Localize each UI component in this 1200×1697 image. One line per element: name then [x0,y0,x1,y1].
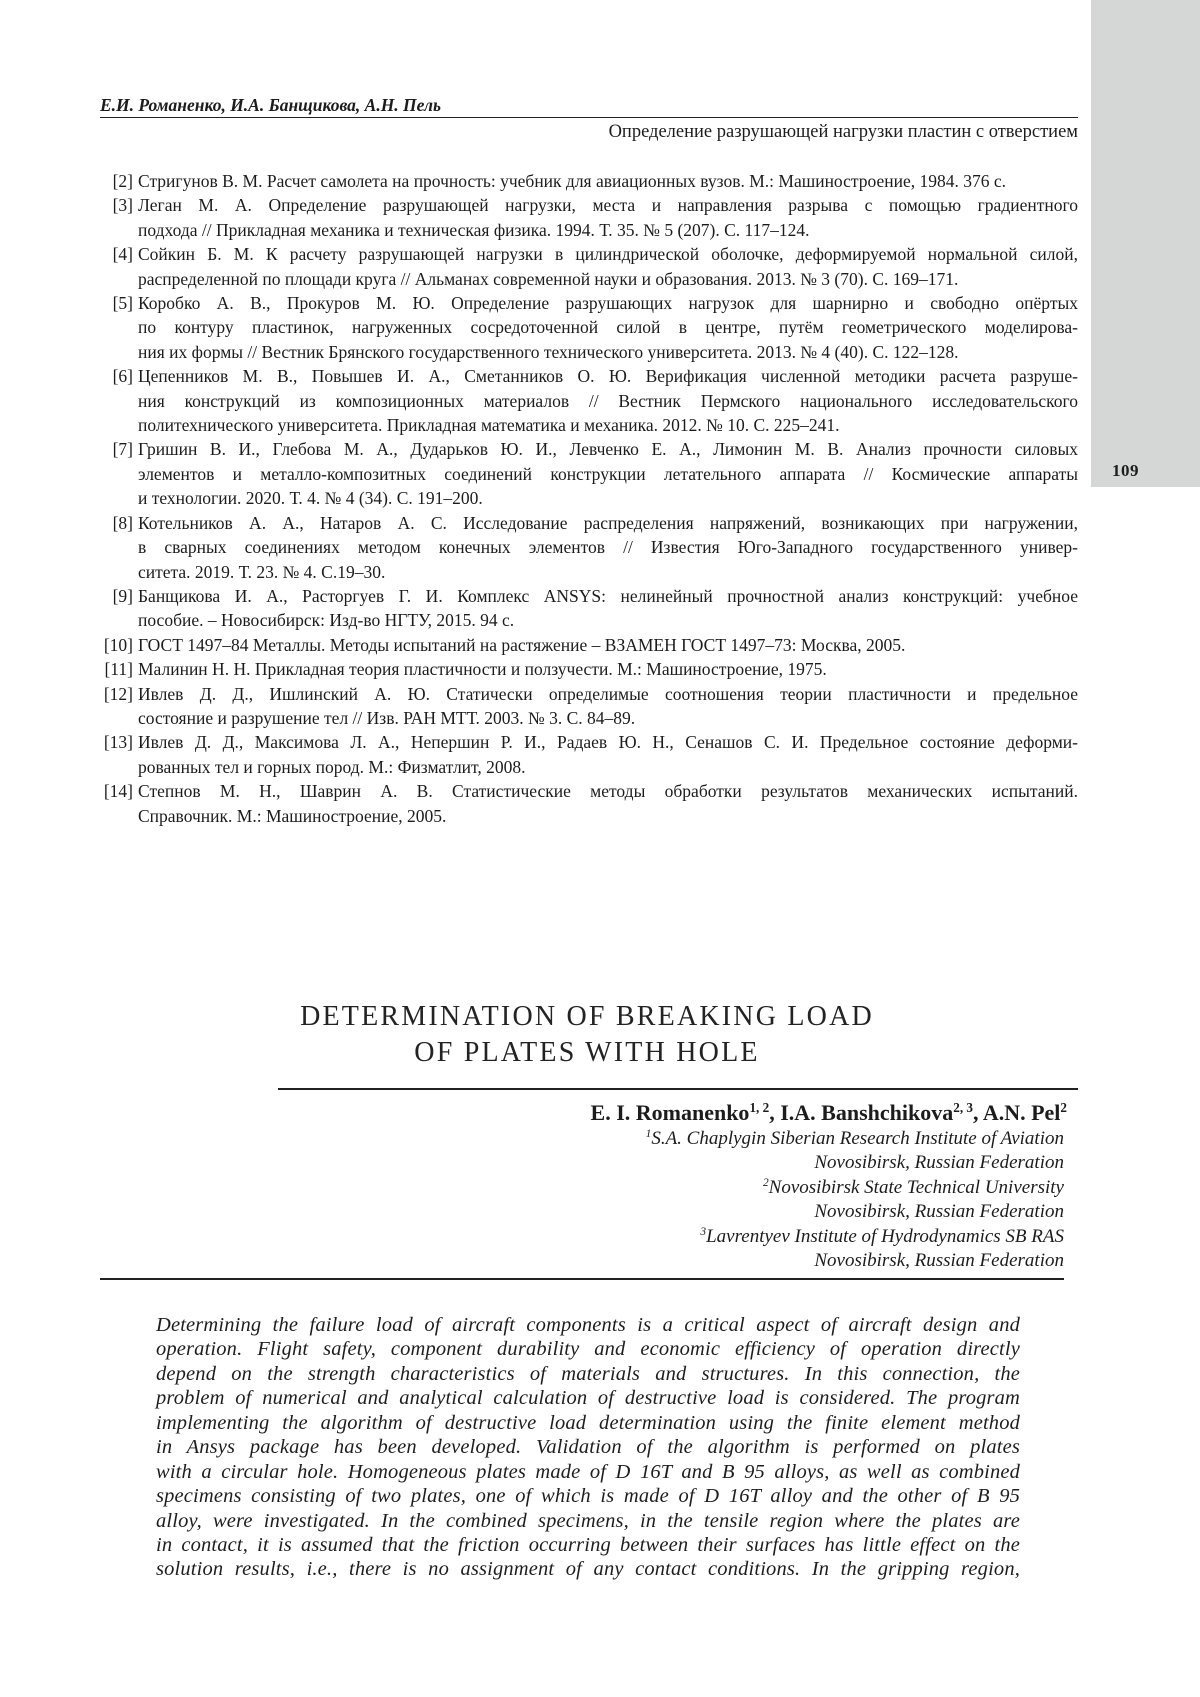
reference-number: [14] [103,781,133,802]
author-affiliation-mark: 1, 2 [749,1100,770,1116]
reference-item [100,169,1078,193]
abstract-line [156,1411,1020,1435]
english-title-line: DETERMINATION OF BREAKING LOAD [300,1001,874,1032]
reference-item [100,193,1078,242]
reference-line-text: ния конструкций из композиционных материалов // Вестник Пермского национального исследовательского [138,390,1078,411]
reference-line [138,804,1078,828]
reference-line [138,535,1078,559]
reference-line [138,560,1078,584]
reference-line-text: Леган М. А. Определение разрушающей нагрузки, места и направления разрыва с помощью градиентного [138,195,1078,216]
reference-line [138,242,1078,266]
affiliation-city-line [304,1249,1064,1273]
reference-line [138,511,1078,535]
abstract-line [156,1484,1020,1508]
reference-line [138,389,1078,413]
reference-line-text: Банщикова И. А., Расторгуев Г. И. Комплекс ANSYS: нелинейный прочностной анализ конструкций: учебное [138,585,1078,606]
reference-line-text: Гришин В. И., Глебова М. А., Дударьков Ю. И., Левченко Е. А., Лимонин М. В. Анализ прочности силовых [138,439,1078,460]
reference-line-text: подхода // Прикладная механика и техническая физика. 1994. Т. 35. № 5 (207). С. 117–124. [138,219,810,240]
reference-list [100,169,1078,828]
abstract-line-text: problem of numerical and analytical calculation of destructive load is considered. The program [156,1387,1020,1410]
reference-line-text: и технологии. 2020. Т. 4. № 4 (34). С. 191–200. [138,488,483,509]
reference-line-text: Цепенников М. В., Повышев И. А., Сметанников О. Ю. Верификация численной методики расчета разруше- [138,366,1078,387]
reference-number: [10] [103,634,133,655]
reference-line [138,340,1078,364]
affiliation-city: Novosibirsk, Russian Federation [814,1250,1064,1272]
affiliation-line [304,1176,1064,1200]
reference-line-text: Котельников А. А., Натаров А. С. Исследование распределения напряжений, возникающих при нагружении, [138,512,1078,533]
abstract-line-text: solution results, i.e., there is no assignment of any contact conditions. In the gripping region, [156,1558,1020,1581]
reference-line [138,706,1078,730]
reference-line [138,218,1078,242]
reference-number: [5] [112,293,133,314]
side-tab-band [1091,0,1200,487]
reference-line-text: Ивлев Д. Д., Ишлинский А. Ю. Статически определимые соотношения теории пластичности и предельное [138,683,1078,704]
reference-line-text: ГОСТ 1497–84 Металлы. Методы испытаний на растяжение – ВЗАМЕН ГОСТ 1497–73: Москва, 2005. [138,634,906,655]
reference-line-text: пособие. – Новосибирск: Изд-во НГТУ, 2015. 94 с. [138,610,515,631]
abstract-line-text: specimens consisting of two plates, one of which is made of D 16T alloy and the other of B 95 [156,1485,1020,1508]
reference-item [100,291,1078,364]
abstract-line [156,1386,1020,1410]
english-title-line: OF PLATES WITH HOLE [414,1037,760,1068]
reference-line [138,486,1078,510]
affiliation-name: Novosibirsk State Technical University [768,1176,1064,1198]
reference-line-text: ния их формы // Вестник Брянского государственного технического университета. 2013. № 4 (40). С. 122–128. [138,341,959,362]
reference-line-text: в сварных соединениях методом конечных элементов // Известия Юго-Западного государственного универ- [138,537,1078,558]
reference-number: [4] [112,244,133,265]
abstract-line-text: alloy, were investigated. In the combined specimens, in the tensile region where the plates are [156,1509,1020,1532]
reference-item [100,657,1078,681]
reference-number: [2] [112,171,133,191]
reference-line [138,291,1078,315]
reference-number: [12] [103,683,133,704]
author-name: A.N. Pel [982,1100,1061,1125]
reference-line [138,315,1078,339]
reference-line-text: Справочник. М.: Машиностроение, 2005. [138,805,447,826]
english-title [180,999,994,1071]
affiliation-name: S.A. Chaplygin Siberian Research Institute of Aviation [651,1128,1064,1149]
abstract [156,1313,1020,1582]
author-separator: , [973,1100,983,1125]
reference-line [138,413,1078,437]
reference-number: [7] [112,439,133,460]
affiliation-mark: 1 [645,1128,652,1141]
abstract-line-text: depend on the strength characteristics of materials and structures. In this connection, the [156,1362,1020,1385]
reference-item [100,584,1078,633]
affiliation-mark: 3 [700,1225,707,1238]
reference-line [138,584,1078,608]
author-name: I.A. Banshchikova [780,1100,954,1125]
running-header-title: Определение разрушающей нагрузки пластин с отверстием [608,122,1078,142]
abstract-line [156,1533,1020,1557]
reference-item [100,511,1078,584]
reference-line-text: распределенной по площади круга // Альманах современной науки и образования. 2013. № 3 (70). С. 169–171. [138,268,959,289]
reference-line [138,657,1078,681]
abstract-line [156,1557,1020,1581]
reference-line-text: Малинин Н. Н. Прикладная теория пластичности и ползучести. М.: Машиностроение, 1975. [138,659,827,680]
reference-line [138,608,1078,632]
abstract-line-text: Determining the failure load of aircraft components is a critical aspect of aircraft design and [156,1314,1020,1336]
title-rule [278,1088,1078,1090]
running-header-authors: Е.И. Романенко, И.А. Банщикова, А.Н. Пель [100,95,441,115]
abstract-line-text: with a circular hole. Homogeneous plates made of D 16T and B 95 alloys, as well as combined [156,1460,1020,1483]
reference-line-text: по контуру пластинок, нагруженных сосредоточенной силой в центре, путём геометрического моделирова- [138,317,1078,338]
reference-line-text: политехнического университета. Прикладная математика и механика. 2012. № 10. С. 225–241. [138,415,840,436]
reference-number: [11] [104,659,133,680]
reference-number: [9] [112,585,133,606]
abstract-line-text: in contact, it is assumed that the friction occurring between their surfaces has little effect on the [156,1533,1020,1556]
reference-line-text: элементов и металло-композитных соединений конструкции летательного аппарата // Космические аппараты [138,463,1078,484]
reference-line-text: рованных тел и горных пород. М.: Физматлит, 2008. [138,756,526,777]
author-separator: , [769,1100,781,1125]
reference-line [138,730,1078,754]
affiliations-rule [100,1278,1064,1280]
reference-line [138,364,1078,388]
reference-line [138,682,1078,706]
reference-line [138,437,1078,461]
abstract-line [156,1313,1020,1337]
reference-item [100,437,1078,510]
english-authors [591,1100,1067,1126]
reference-line [138,462,1078,486]
author-affiliation-mark: 2, 3 [953,1100,974,1116]
abstract-line-text: operation. Flight safety, component durability and economic efficiency of operation directly [156,1338,1020,1361]
reference-line-text: Степнов М. Н., Шаврин А. В. Статистические методы обработки результатов механических испытаний. [138,781,1078,802]
affiliation-line [304,1225,1064,1249]
reference-number: [13] [103,732,133,753]
reference-line [138,633,1078,657]
affiliation-city: Novosibirsk, Russian Federation [814,1152,1064,1174]
reference-item [100,682,1078,731]
reference-item [100,633,1078,657]
affiliation-city-line [304,1151,1064,1175]
reference-number: [8] [112,512,133,533]
reference-line [138,169,1078,193]
reference-line-text: Стригунов В. М. Расчет самолета на прочность: учебник для авиационных вузов. М.: Машиностроение, 1984. 376 с. [138,171,1006,191]
affiliation-line [304,1127,1064,1151]
reference-line-text: Коробко А. В., Прокуров М. Ю. Определение разрушающих нагрузок для шарнирно и свободно опёртых [138,293,1078,314]
reference-line [138,755,1078,779]
abstract-line [156,1435,1020,1459]
reference-item [100,779,1078,828]
header-rule [100,117,1078,118]
affiliation-mark: 2 [762,1176,769,1189]
reference-item [100,242,1078,291]
reference-item [100,364,1078,437]
reference-number: [3] [112,195,133,216]
abstract-line [156,1337,1020,1361]
reference-line [138,193,1078,217]
reference-line-text: состояние и разрушение тел // Изв. РАН МТТ. 2003. № 3. С. 84–89. [138,707,636,728]
reference-line [138,779,1078,803]
abstract-line-text: implementing the algorithm of destructive load determination using the finite element method [156,1411,1020,1434]
abstract-line-text: in Ansys package has been developed. Validation of the algorithm is performed on plates [156,1436,1020,1459]
author-affiliation-mark: 2 [1060,1100,1067,1116]
abstract-line [156,1460,1020,1484]
reference-line-text: ситета. 2019. Т. 23. № 4. С.19–30. [138,561,386,582]
abstract-line [156,1362,1020,1386]
reference-line [138,267,1078,291]
author-name: E. I. Romanenko [590,1100,750,1125]
reference-number: [6] [112,366,133,387]
affiliation-city: Novosibirsk, Russian Federation [814,1201,1064,1223]
affiliation-city-line [304,1200,1064,1224]
reference-line-text: Ивлев Д. Д., Максимова Л. А., Непершин Р. И., Радаев Ю. Н., Сенашов С. И. Предельное состояние деформи- [138,732,1078,753]
affiliation-name: Lavrentyev Institute of Hydrodynamics SB RAS [706,1225,1064,1247]
abstract-line [156,1509,1020,1533]
reference-item [100,730,1078,779]
reference-line-text: Сойкин Б. М. К расчету разрушающей нагрузки в цилиндрической оболочке, деформируемой нормальной силой, [138,244,1078,265]
affiliations [304,1127,1064,1273]
page-number: 109 [1112,461,1139,480]
